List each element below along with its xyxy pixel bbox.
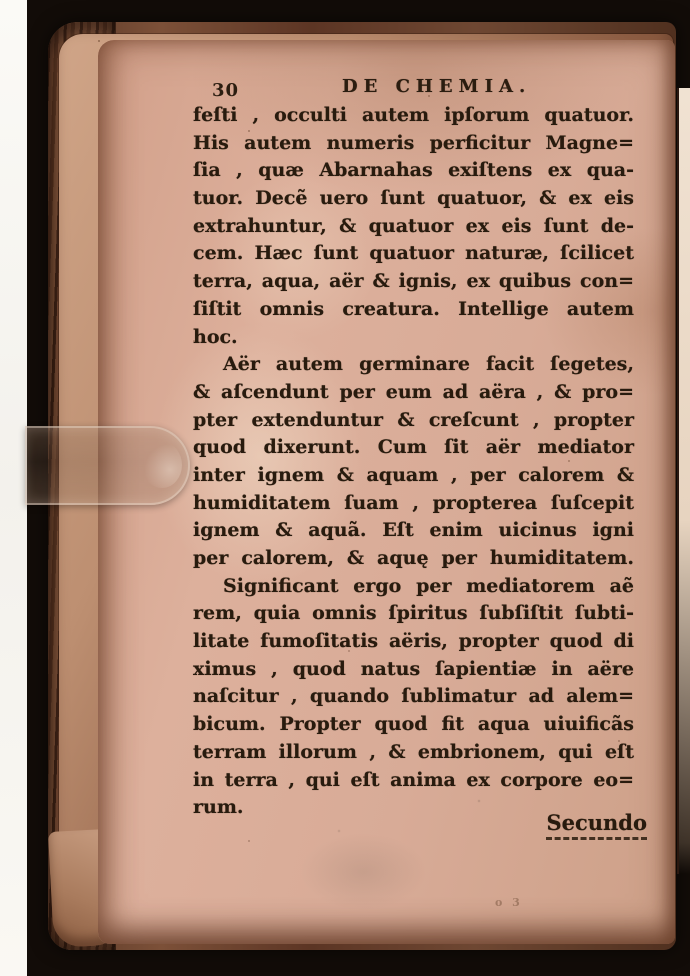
- signature-mark: o 3: [495, 896, 523, 909]
- text-line: litate fumoſitatis aëris, propter quod di: [193, 630, 634, 653]
- page-number: 30: [212, 80, 240, 101]
- text-line: Significant ergo per mediatorem aẽ: [223, 574, 634, 597]
- text-line: humiditatem ſuam , propterea ſuſcepit: [193, 491, 634, 514]
- running-title: DE CHEMIA.: [342, 76, 532, 97]
- text-line: rem, quia omnis ſpiritus ſubſiſtit ſubti-: [193, 602, 634, 625]
- paper-specks: [98, 40, 100, 42]
- text-line: ſiſtit omnis creatura. Intellige autem: [193, 297, 634, 320]
- book-page: [98, 40, 675, 944]
- text-line: terra, aqua, aër & ignis, ex quibus con=: [193, 270, 634, 293]
- text-line: ximus , quod natus ſapientiæ in aëre: [193, 657, 634, 680]
- text-line: extrahuntur, & quatuor ex eis ſunt de-: [193, 214, 634, 237]
- text-line: pter extenduntur & creſcunt , propter: [193, 408, 634, 431]
- text-line: bicum. Propter quod fit aqua uiuificãs: [193, 713, 634, 736]
- text-line: Aër autem germinare facit ſegetes,: [223, 353, 634, 376]
- text-line: rum.: [193, 796, 244, 819]
- page-holder-clip: [25, 426, 190, 505]
- text-line: inter ignem & aquam , per calorem &: [193, 463, 634, 486]
- text-line: quod dixerunt. Cum ſit aër mediator: [193, 436, 634, 459]
- catchword: Secundo: [546, 810, 647, 840]
- next-page-edge: [677, 88, 690, 874]
- text-line: cem. Hæc ſunt quatuor naturæ, ſcilicet: [193, 242, 634, 265]
- text-line: hoc.: [193, 325, 238, 348]
- scanner-edge-strip: [0, 0, 27, 976]
- text-line: feſti , occulti autem ipſorum quatuor.: [193, 104, 634, 126]
- text-line: in terra , qui eſt anima ex corpore eo=: [193, 768, 634, 791]
- text-line: ſia , quæ Abarnahas exiſtens ex qua-: [193, 159, 634, 182]
- text-block: [193, 104, 634, 824]
- text-line: naſcitur , quando ſublimatur ad alem=: [193, 685, 634, 708]
- text-line: ignem & aquã. Eſt enim uicinus igni: [193, 519, 634, 542]
- text-line: tuor. Decẽ uero ſunt quatuor, & ex eis: [193, 187, 634, 210]
- text-line: per calorem, & aquę per humiditatem.: [193, 547, 634, 569]
- text-line: His autem numeris perficitur Magne=: [193, 131, 634, 154]
- text-line: terram illorum , & embrionem, qui eſt: [193, 740, 634, 763]
- text-line: & aſcendunt per eum ad aëra , & pro=: [193, 380, 634, 403]
